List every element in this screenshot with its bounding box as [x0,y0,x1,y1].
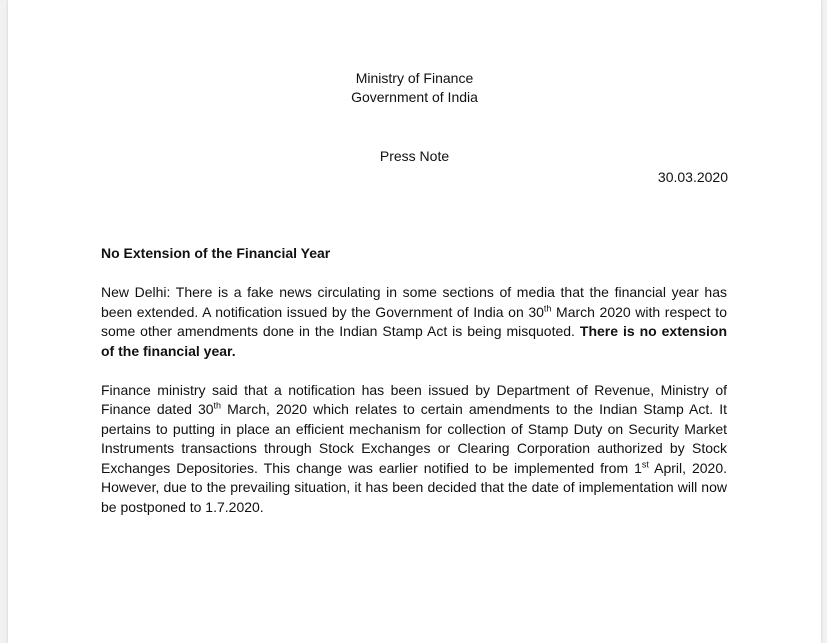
paragraph-1-text-a: New Delhi: There is a fake news circulating in some sections of media that the financial year has been extended. A notification issued by the Government of India on 30 [101,284,727,320]
document-heading: No Extension of the Financial Year [101,245,331,261]
paragraph-2-text-b: March, 2020 which relates to certain amendments to the Indian Stamp Act. It pertains to putting in place an efficient mechanism for collection of Stamp Duty on Security Market Instruments transactions through Stock Exchanges or Clearing Corporation authorized by Stock Exchanges Depositories. This change was earlier notified to be implemented from 1 [101,401,727,476]
document-date: 30.03.2020 [657,169,728,185]
ordinal-suffix: th [543,302,552,313]
ministry-name: Ministry of Finance [355,70,474,86]
letterhead [8,69,821,107]
paragraph-1 [101,283,727,361]
document-body [101,244,727,517]
press-note-title: Press Note [379,148,450,164]
government-name: Government of India [351,89,478,105]
ordinal-suffix: th [213,400,222,411]
paragraph-2-text-a: Finance ministry said that a notification has been issued by Department of Revenue, Ministry of Finance dated 30 [101,381,727,417]
paragraph-1-text-b: March 2020 with respect to some other amendments done in the Indian Stamp Act is being misquoted. [101,303,727,339]
paragraph-1-bold-statement: There is no extension of the financial year. [101,323,727,359]
document-page [8,0,821,643]
paragraph-2 [101,381,727,518]
ordinal-suffix: st [641,458,649,469]
paragraph-2-text-c: April, 2020. However, due to the prevailing situation, it has been decided that the date of implementation will now be postponed to 1.7.2020. [101,459,728,515]
